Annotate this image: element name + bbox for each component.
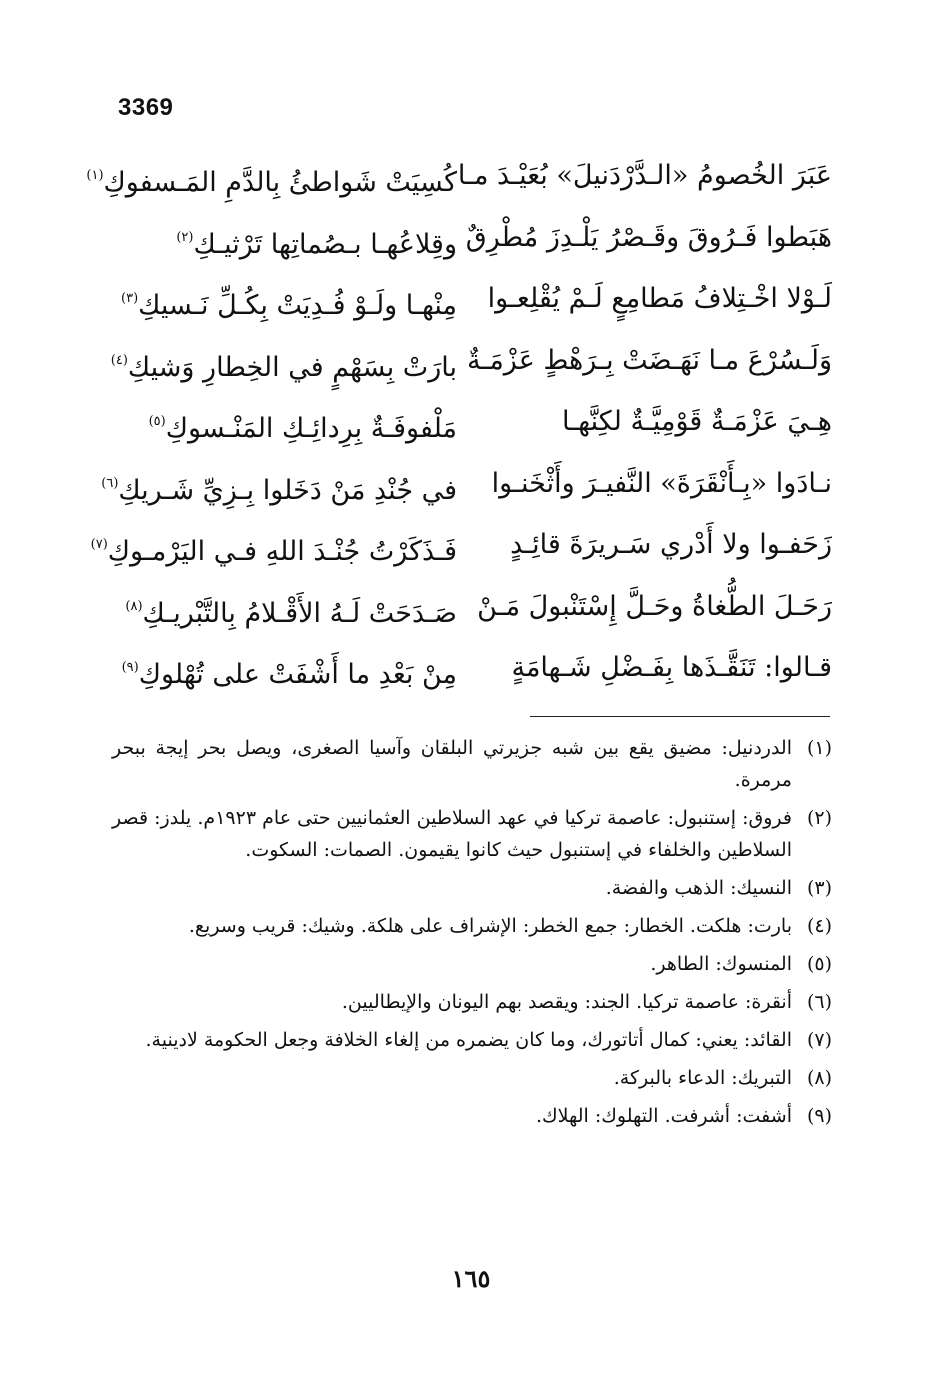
footnote-number: (١)	[806, 737, 832, 759]
verse-first-hemistich: قـالوا: تَنَقَّـذَها بِفَـضْلِ شَـهامَةٍ	[511, 652, 832, 683]
footnote-number: (٨)	[806, 1067, 832, 1089]
verse-second-hemistich	[112, 273, 457, 332]
footnote-number: (٣)	[806, 877, 832, 899]
footnote	[112, 986, 832, 1018]
footnote-marker: (٣)	[121, 291, 139, 306]
verse	[112, 396, 832, 458]
verse-first-hemistich: وَلَـسُرْعَ مـا نَهَـضَتْ بِـرَهْطٍ عَزْمَـةٌ	[466, 344, 832, 376]
page-id: 3369	[118, 94, 174, 121]
footnote-text: بارت: هلكت. الخطار: جمع الخطر: الإشراف على هلكة. وشيك: قريب وسريع.	[188, 915, 792, 937]
hemistich-text: مَلْفوفَـةٌ بِرِدائِـكِ المَنْـسوكِ	[165, 413, 457, 444]
hemistich-text: في جُنْدِ مَنْ دَخَلوا بِـزِيِّ شَـريكِ	[118, 474, 457, 506]
verse-first-hemistich: هَبَطوا فَـرُوقَ وقَـصْرُ يَلْـدِزَ مُطْرِقٌ	[465, 221, 832, 253]
footnote-marker: (٦)	[101, 475, 119, 491]
verse-second-hemistich	[101, 458, 457, 517]
footnote-number: (٢)	[806, 807, 832, 829]
footnote	[112, 1062, 832, 1094]
verse-second-hemistich	[90, 519, 457, 578]
verse	[112, 642, 832, 704]
footnote	[112, 1024, 832, 1056]
footnote	[112, 872, 832, 904]
verse	[112, 335, 832, 397]
footnote-marker: (٢)	[176, 229, 194, 245]
footnote-text: أنقرة: عاصمة تركيا. الجند: ويقصد بهم اليونان والإيطاليين.	[341, 991, 792, 1013]
footnote-number: (٦)	[806, 991, 832, 1013]
footnote-marker: (٥)	[148, 414, 166, 429]
verse-second-hemistich	[112, 396, 457, 455]
footnote-text: النسيك: الذهب والفضة.	[605, 877, 792, 899]
verse	[112, 212, 832, 274]
footnote-marker: (٩)	[121, 660, 139, 675]
footnote-text: الدردنيل: مضيق يقع بين شبه جزيرتي البلقان وآسيا الصغرى، ويصل بحر إيجة ببحر مرمرة.	[112, 737, 792, 791]
footnote-marker: (١)	[86, 168, 104, 183]
page-number: ١٦٥	[451, 1264, 491, 1293]
hemistich-text: مِنْهـا ولَـوْ فُـدِيَتْ بِكُـلِّ نَـسيكِ	[138, 290, 457, 321]
verse	[101, 458, 832, 520]
footnote	[112, 732, 832, 796]
verse-first-hemistich: نـادَوا «بِـأَنْقَرَةَ» النَّفيـرَ وأَثْخَنـوا	[491, 467, 832, 499]
hemistich-text: فَـذَكَرْتُ جُنْـدَ اللهِ فـي اليَرْمـوكِ	[107, 536, 457, 567]
verse-second-hemistich	[112, 581, 457, 640]
footnote-marker: (٨)	[125, 598, 143, 614]
footnote-text: فروق: إستنبول: عاصمة تركيا في عهد السلاطين العثمانيين حتى عام ١٩٢٣م. يلدز: قصر السلاطين والخلفاء في إستنبول حيث كانوا يقيمون. الصمات: السكوت.	[112, 807, 793, 861]
footnote	[112, 910, 832, 942]
hemistich-text: صَـدَحَتْ لَـهُ الأَقْـلامُ بِالتَّبْريـكِ	[142, 597, 457, 629]
hemistich-text: وقِلاعُهـا بـصُماتِها تَرْثيـكِ	[193, 228, 457, 260]
footnote	[112, 948, 832, 980]
verse-first-hemistich: لَـوْلا اخْـتِلافُ مَطامِعٍ لَـمْ يُقْلِعـوا	[487, 283, 832, 314]
footnote-text: القائد: يعني: كمال أتاتورك، وما كان يضمره من إلغاء الخلافة وجعل الحكومة لادينية.	[145, 1029, 792, 1051]
verse-second-hemistich	[112, 642, 457, 701]
footnote-text: أشفت: أشرفت. التهلوك: الهلاك.	[535, 1105, 792, 1127]
hemistich-text: بارَتْ بِسَهْمٍ في الخِطارِ وَشيكِ	[127, 351, 457, 383]
verse-first-hemistich: رَحَـلَ الطُّغاةُ وحَـلَّ إِسْتَنْبولَ مَـنْ	[477, 590, 832, 622]
footnote	[112, 802, 832, 866]
footnote-text: التبريك: الدعاء بالبركة.	[613, 1067, 792, 1089]
verse	[86, 150, 832, 212]
footnote-text: المنسوك: الطاهر.	[650, 953, 792, 975]
footnote	[112, 1100, 832, 1132]
footnote-number: (٩)	[806, 1105, 832, 1127]
footnote-number: (٤)	[806, 915, 832, 937]
footnote-marker: (٧)	[90, 537, 108, 552]
footnote-number: (٧)	[806, 1029, 832, 1051]
verse-first-hemistich: هِـيَ عَزْمَـةٌ قَوْمِيَّـةٌ لكِنَّهـا	[562, 406, 832, 437]
verse-second-hemistich	[112, 335, 457, 394]
verse-second-hemistich	[86, 150, 457, 209]
verse	[90, 519, 832, 581]
footnote-number: (٥)	[806, 953, 832, 975]
hemistich-text: مِنْ بَعْدِ ما أَشْفَتْ على تُهْلوكِ	[138, 659, 457, 690]
footnote-marker: (٤)	[110, 352, 128, 368]
hemistich-text: كُسِيَتْ شَواطئُ بِالدَّمِ المَـسفوكِ	[103, 167, 457, 198]
footnotes	[112, 732, 832, 1138]
verse-first-hemistich: زَحَفـوا ولا أَدْري سَـريرَةَ قائِـدٍ	[510, 529, 832, 560]
verse-second-hemistich	[112, 212, 457, 271]
verse-first-hemistich: عَبَرَ الخُصومُ «الـدَّرْدَنيلَ» بُعَيْـدَ مـا	[457, 160, 832, 191]
verse	[112, 581, 832, 643]
verse	[112, 273, 832, 335]
footnote-separator	[530, 716, 830, 717]
poem	[86, 150, 832, 704]
